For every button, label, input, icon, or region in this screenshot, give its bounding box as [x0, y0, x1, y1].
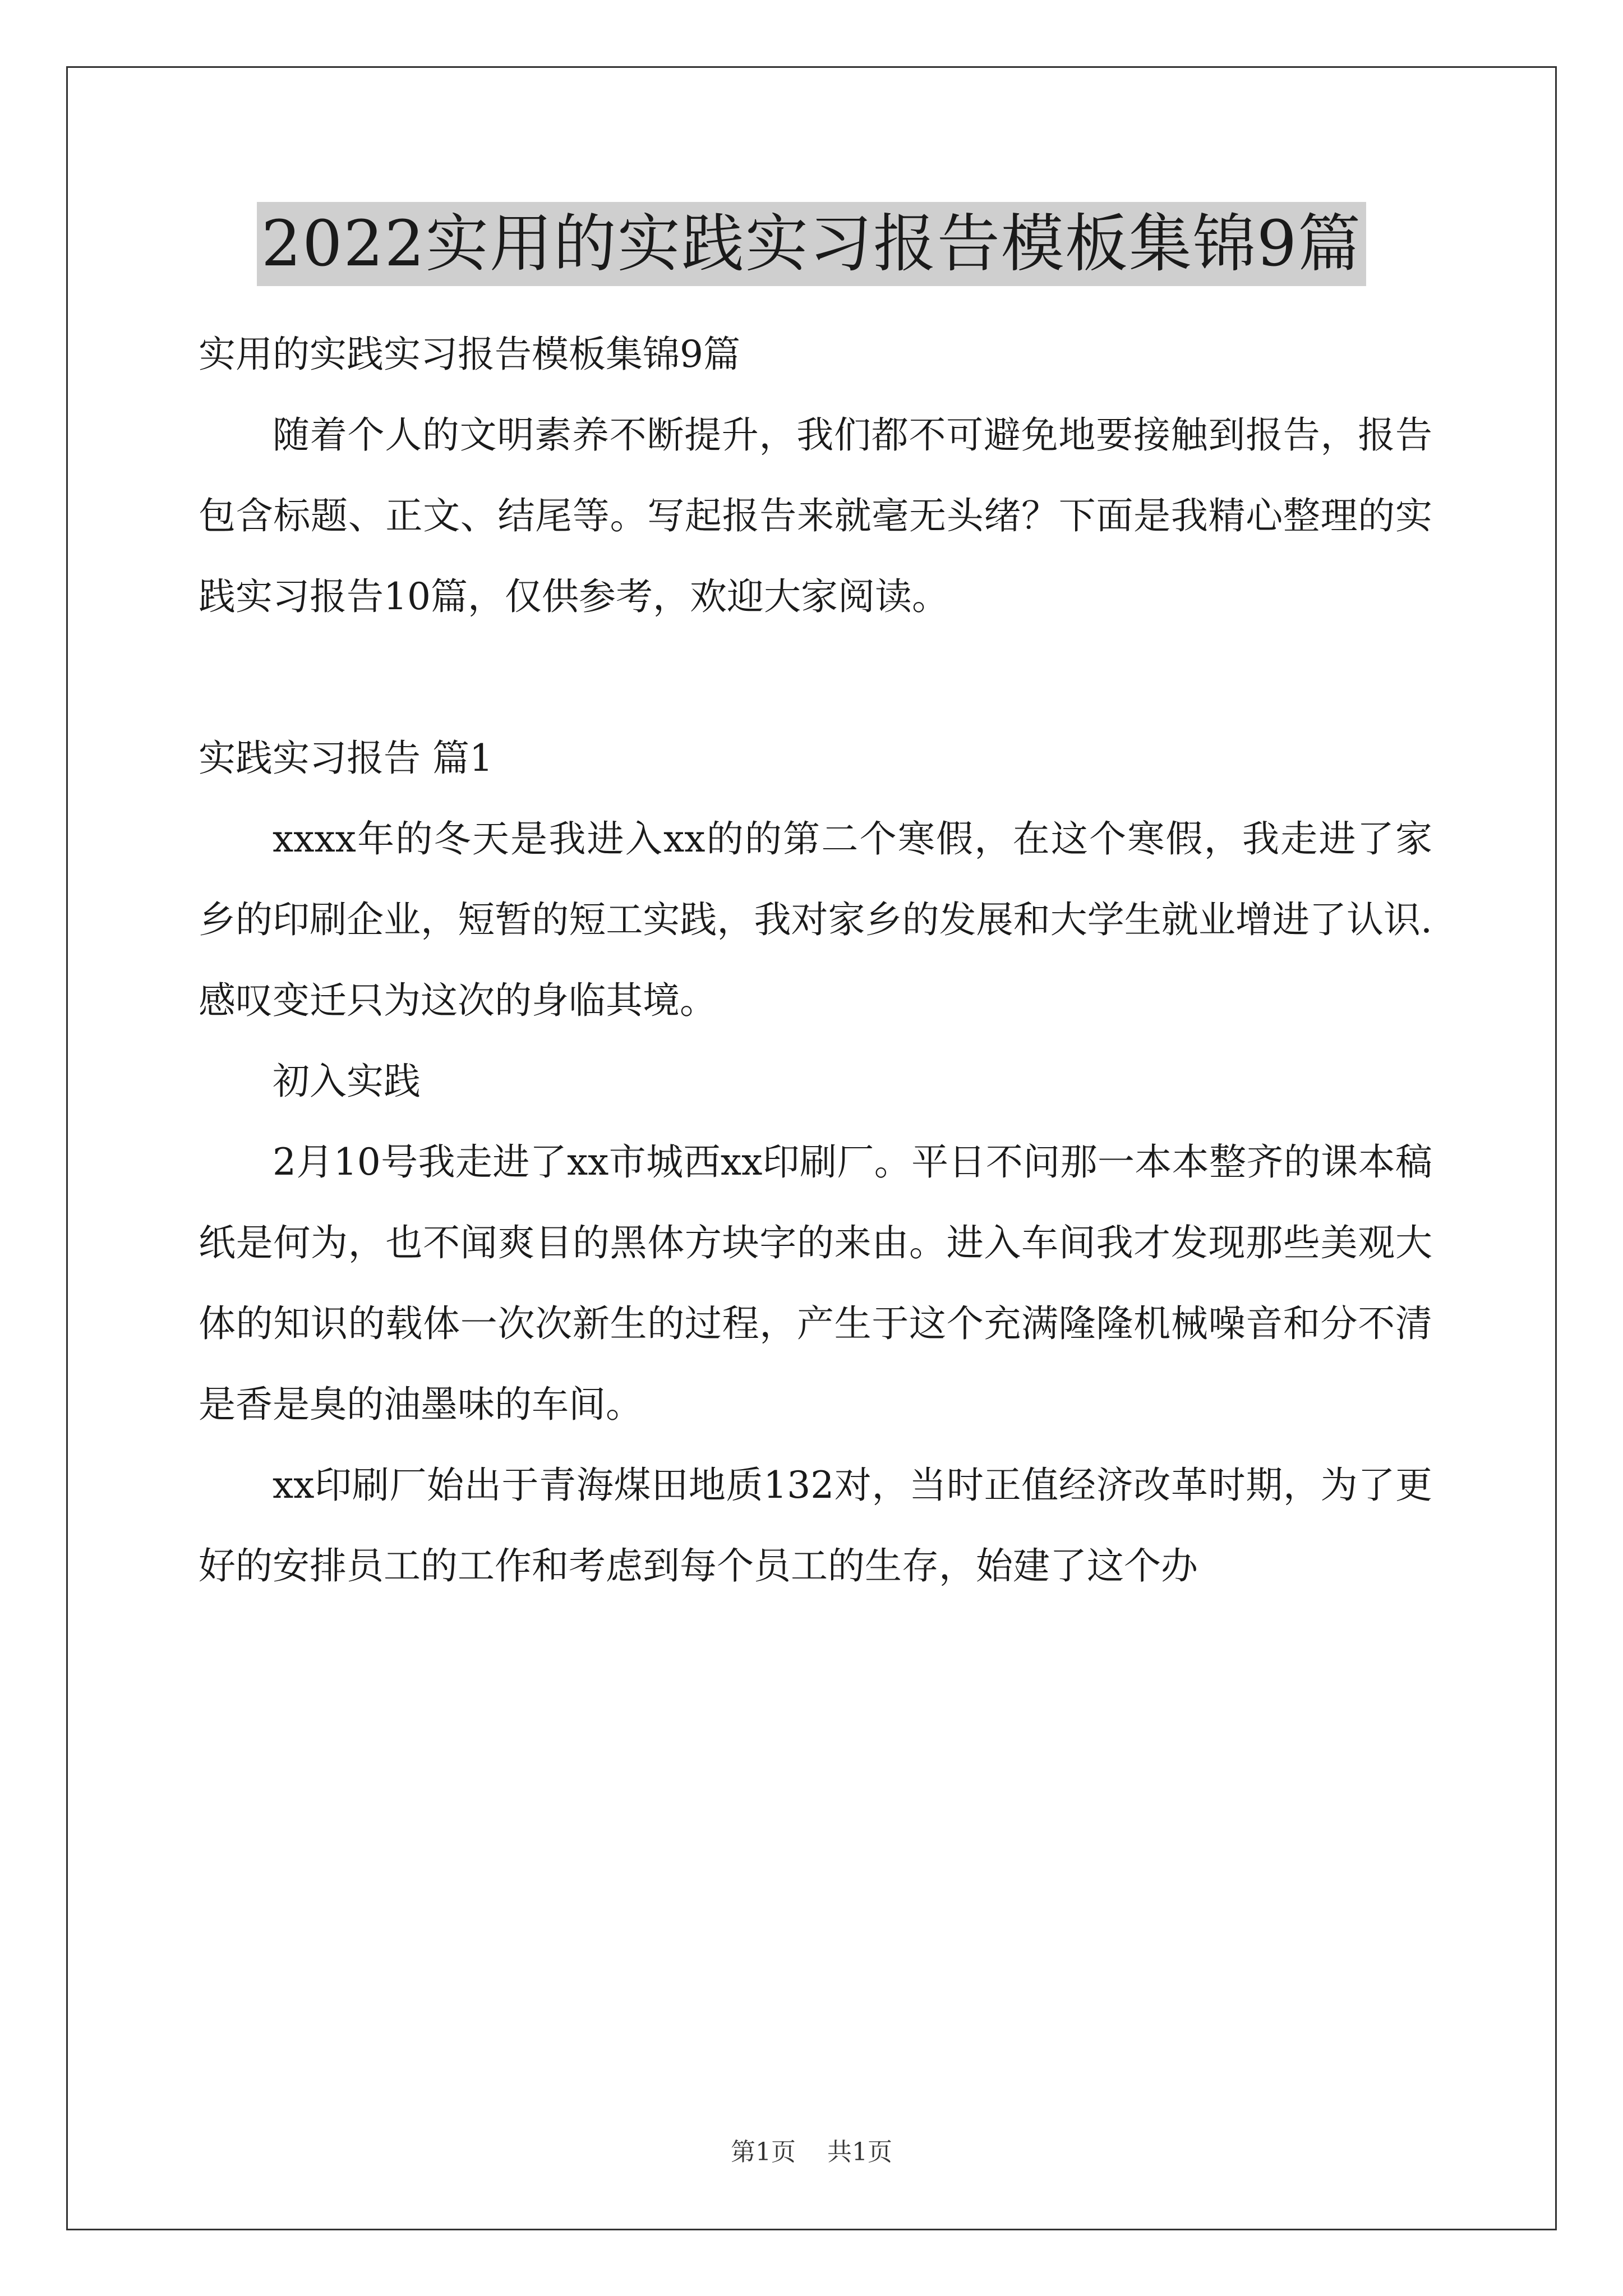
intro-paragraph: 随着个人的文明素养不断提升，我们都不可避免地要接触到报告，报告包含标题、正文、结尾等。写起报告来就毫无头绪？下面是我精心整理的实践实习报告10篇，仅供参考，欢迎大家阅读。 — [199, 413, 1432, 618]
page-total: 共1页 — [827, 2138, 892, 2166]
page-footer — [0, 2132, 1623, 2168]
title-wrap — [0, 202, 1623, 286]
paragraph-3: xx印刷厂始出于青海煤田地质132对，当时正值经济改革时期，为了更好的安排员工的工作和考虑到每个员工的生存，始建了这个办 — [199, 1464, 1432, 1588]
sub-heading: 初入实践 — [273, 1060, 421, 1103]
document-title: 2022实用的实践实习报告模板集锦9篇 — [257, 202, 1366, 286]
section-gap — [199, 637, 1432, 718]
page-number: 第1页 — [731, 2138, 796, 2166]
section-heading: 实践实习报告 篇1 — [199, 737, 493, 780]
document-body — [199, 314, 1432, 1607]
paragraph-1: xxxx年的冬天是我进入xx的的第二个寒假，在这个寒假，我走进了家乡的印刷企业，短暂的短工实践，我对家乡的发展和大学生就业增进了认识.感叹变迁只为这次的身临其境。 — [199, 817, 1432, 1022]
paragraph-2: 2月10号我走进了xx市城西xx印刷厂。平日不问那一本本整齐的课本稿纸是何为，也不闻爽目的黑体方块字的来由。进入车间我才发现那些美观大体的知识的载体一次次新生的过程，产生于这个充满隆隆机械噪音和分不清是香是臭的油墨味的车间。 — [199, 1140, 1432, 1426]
document-subtitle: 实用的实践实习报告模板集锦9篇 — [199, 333, 740, 376]
